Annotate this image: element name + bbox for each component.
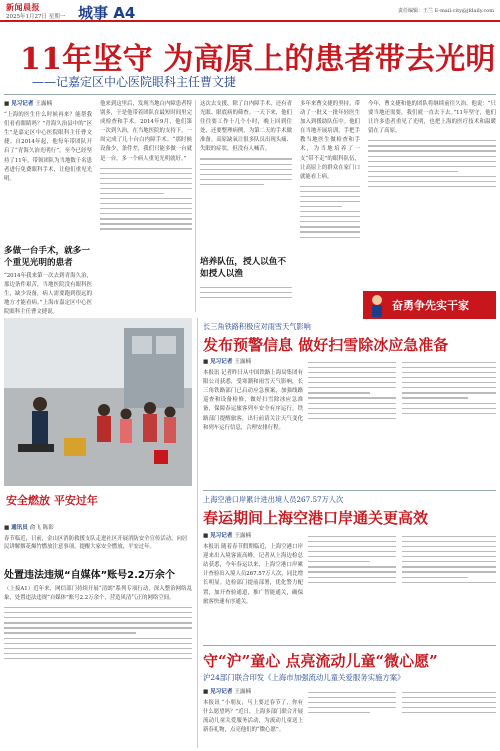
byline-square-icon: ■	[203, 533, 209, 539]
issue-date: 2025年1月27日 星期一	[6, 14, 66, 20]
text-line	[308, 362, 396, 363]
text-line	[402, 377, 496, 378]
lead-column-4	[300, 100, 360, 312]
text-line	[402, 697, 496, 698]
text-line	[300, 201, 360, 202]
column-divider	[195, 100, 196, 312]
lead-subhead-2: 培养队伍，授人以鱼不如授人以渔	[200, 257, 286, 279]
story-divider	[203, 490, 496, 491]
text-line	[308, 372, 396, 373]
text-line	[4, 638, 192, 639]
lead-text-1b: “2014年我来第一次去到青海久治，那边条件艰苦，当地医院没有眼科医生，缺少设备，病人需要跑到很远的地方才能看病。”上海市嘉定区中心医院眼科主任曹文捷说。	[4, 273, 92, 316]
text-line	[368, 161, 496, 162]
text-line	[308, 561, 370, 562]
section-title: 城事 A4	[78, 4, 136, 22]
lead-byline: ■ 见习记者 王露楠	[4, 101, 53, 107]
text-line	[308, 551, 396, 552]
sidebar-body	[4, 585, 192, 745]
text-line	[308, 566, 396, 567]
text-line	[368, 181, 496, 182]
text-line	[300, 186, 360, 187]
caption-text: 春节临近，日前，金山区消防救援支队走进社区开展消防安全宣传活动，向居民讲解烟花爆竹燃放注意事项，提醒大家安全燃放，平安过年。	[4, 535, 188, 550]
text-line	[402, 707, 496, 708]
text-line	[308, 413, 396, 414]
story3-column-1	[203, 532, 303, 642]
story4-headline: 守“沪”童心 点亮流动儿童“微心愿”	[203, 652, 438, 670]
text-line	[402, 582, 496, 583]
byline-square-icon: ■	[4, 101, 10, 107]
text-line	[4, 627, 192, 628]
text-line	[402, 571, 496, 572]
newspaper-logo: 新闻晨报	[6, 2, 40, 12]
caption-byline: ■ 通讯员 俞飞 陈影	[4, 525, 54, 531]
text-line	[402, 536, 496, 537]
text-line	[368, 171, 458, 172]
text-line	[4, 632, 136, 633]
byline-square-icon: ■	[203, 689, 209, 695]
story3-kicker: 上海空港口岸累计进出境人员267.57万人次	[203, 495, 344, 504]
text-line	[200, 158, 292, 159]
banner-text: 奋勇争先实干家	[392, 299, 469, 312]
sidebar-text: （上接A1）近年来，网信部门持续开展“清朗”系列专项行动，深入整治网络乱象，处置违法违规“自媒体”账号2.2万余个，营造风清气正的网络空间。	[4, 586, 192, 602]
text-line	[300, 237, 360, 238]
text-line	[300, 231, 360, 232]
text-line	[100, 183, 192, 184]
byline-square-icon: ■	[203, 359, 209, 365]
text-line	[4, 607, 192, 608]
text-line	[100, 218, 192, 219]
text-line	[100, 223, 192, 224]
lead-text-5: 今年，曹文捷和他的团队将继续前往久治。他说：“只要当地还需要，我们就一直去下去。”11年坚守，他们让许多患者重见了光明，也把上海的医疗技术和温暖留在了高原。	[368, 101, 496, 135]
lead-subline: ——记嘉定区中心医院眼科主任曹文捷	[32, 75, 237, 89]
lead-column-1	[4, 100, 92, 240]
story4-subline: 沪24部门联合印发《上海市加强流动儿童关爱服务实施方案》	[203, 673, 405, 682]
text-line	[300, 226, 360, 227]
text-line	[200, 297, 292, 298]
text-line	[4, 622, 192, 623]
text-line	[402, 367, 496, 368]
story-divider	[203, 645, 496, 646]
text-line	[300, 216, 360, 217]
text-line	[308, 692, 396, 693]
text-line	[100, 168, 192, 169]
text-line	[308, 707, 396, 708]
lead-column-1b	[4, 272, 92, 316]
text-line	[200, 292, 292, 293]
text-line	[308, 546, 396, 547]
text-line	[368, 176, 496, 177]
lead-column-2	[100, 100, 192, 310]
text-line	[100, 213, 192, 214]
text-line	[300, 196, 360, 197]
text-line	[4, 617, 192, 618]
text-line	[308, 702, 396, 703]
text-line	[368, 156, 496, 157]
text-line	[308, 387, 396, 388]
text-line	[200, 164, 292, 165]
text-line	[402, 712, 496, 713]
text-line	[308, 712, 370, 713]
text-line	[402, 566, 496, 567]
story4-column-3	[402, 688, 496, 748]
text-line	[4, 612, 192, 613]
text-line	[300, 221, 360, 222]
text-line	[100, 198, 192, 199]
text-line	[402, 362, 496, 363]
story2-column-1	[203, 358, 303, 486]
text-line	[300, 206, 342, 207]
lead-column-3b	[200, 283, 292, 313]
text-line	[4, 653, 192, 654]
text-line	[402, 546, 496, 547]
text-line	[368, 186, 496, 187]
story2-column-3	[402, 358, 496, 486]
story2-kicker: 长三角铁路积极应对雨雪天气影响	[203, 322, 311, 331]
caption-block	[4, 524, 192, 550]
text-line	[100, 188, 192, 189]
text-line	[100, 178, 192, 179]
text-line	[402, 397, 468, 398]
text-line	[308, 697, 396, 698]
text-line	[402, 413, 496, 414]
text-line	[100, 193, 164, 194]
text-line	[308, 536, 396, 537]
lead-headline: 11年坚守 为高原上的患者带去光明	[20, 42, 496, 77]
text-line	[100, 203, 192, 204]
lead-text-4: 多年来曹文捷的坚持，带动了一批又一批年轻医生加入到援助队伍中。他们在当地开展培训，手把手教当地医生做检查和手术，为当地培养了一支“带不走”的眼科队伍，让高原上的群众在家门口就能看上病。	[300, 101, 360, 180]
text-line	[100, 208, 192, 209]
text-line	[308, 408, 396, 409]
text-line	[100, 228, 192, 229]
text-line	[368, 150, 496, 151]
text-line	[200, 287, 292, 288]
text-line	[100, 173, 192, 174]
text-line	[402, 403, 496, 404]
text-line	[402, 551, 496, 552]
story4-column-2	[308, 688, 396, 748]
photo-scene	[4, 318, 192, 486]
text-line	[402, 408, 496, 409]
lead-column-5	[368, 100, 496, 285]
text-line	[300, 211, 360, 212]
story3-text: 本报讯 随着春节假期临近，上海空港口岸迎来出入境客流高峰。记者从上海边检总站获悉，今年春运以来，上海空港口岸累计查验出入境人员267.57万人次，同比增长明显。边检部门提前部署，优化警力配置，加开查验通道，推广智能通关，确保旅客快速有序通关。	[203, 544, 303, 605]
text-line	[308, 367, 396, 368]
story4-byline: ■ 见习记者 王露楠	[203, 689, 252, 695]
text-line	[402, 577, 468, 578]
lead-subhead-1: 多做一台手术，就多一个重见光明的患者	[4, 246, 90, 268]
headline-divider	[4, 94, 496, 95]
text-line	[308, 377, 396, 378]
text-line	[402, 372, 496, 373]
text-line	[4, 658, 192, 659]
text-line	[308, 571, 396, 572]
text-line	[368, 145, 496, 146]
text-line	[402, 392, 496, 393]
story2-headline: 发布预警信息 做好扫雪除冰应急准备	[203, 336, 449, 354]
text-line	[200, 169, 292, 170]
text-line	[308, 577, 396, 578]
story3-byline: ■ 见习记者 王露楠	[203, 533, 252, 539]
text-line	[308, 582, 396, 583]
story3-column-3	[402, 532, 496, 642]
page-masthead	[0, 0, 500, 22]
editor-line: 责任编辑：王兰 E-mail:city@jfdaily.com	[398, 8, 494, 14]
story4-text: 本报讯 “小朋友，马上要过春节了，你有什么愿望吗？”近日，上海多部门联合开展流动儿童关爱服务活动，为流动儿童送上新春礼物，点亮他们的“微心愿”。	[203, 700, 303, 734]
story2-column-2	[308, 358, 396, 486]
text-line	[402, 541, 496, 542]
text-line	[200, 184, 264, 185]
text-line	[308, 541, 396, 542]
story3-headline: 春运期间上海空港口岸通关更高效	[203, 509, 429, 527]
text-line	[368, 140, 496, 141]
lead-text-2: 他来到这里后，发现当地白内障患者特别多，于是他带着团队在最短时间里完成检查和手术。2014年9月，他们第一次到久治，在当地医院的支持下，一周完成了几十台白内障手术。“那时候设备少，条件差，我们只能多做一台就是一台，多一个病人重见光明就好。”	[100, 101, 192, 162]
text-line	[200, 174, 292, 175]
sidebar-headline: 处置违法违规“自媒体”账号2.2万余个	[4, 570, 175, 581]
fireworks-safety-photo	[4, 318, 192, 486]
text-line	[402, 561, 496, 562]
lead-text-1: “上海的医生什么时候再来？能帮我们看看眼睛吗？”青海久治县中的“区生”是嘉定区中心医院眼科主任曹文捷。自2014年起，他每年带团队开启了“青海久治光明行”。至今已经坚持了11年，带领团队为当地数千名患者进行免费眼科手术，让他们重见光明。	[4, 112, 92, 182]
text-line	[402, 702, 496, 703]
text-line	[4, 643, 192, 644]
story3-column-2	[308, 532, 396, 642]
text-line	[402, 692, 496, 693]
lead-text-3: 这次去支援，除了白内障手术，还有青光眼、眼底病的筛查。一天下来，他们往往要工作十几个小时，晚上回到住处，还要整理病例，为第二天的手术做准备。高原缺氧让很多队员出现头痛、失眠的症状，但没有人喊苦。	[200, 101, 292, 153]
story2-byline: ■ 见习记者 王露楠	[203, 359, 252, 365]
text-line	[308, 392, 370, 393]
section-divider	[197, 318, 198, 748]
photo-caption: 安全燃放 平安过年	[6, 494, 98, 507]
text-line	[368, 166, 496, 167]
lead-column-3	[200, 100, 292, 250]
text-line	[308, 418, 396, 419]
text-line	[200, 179, 292, 180]
story2-text: 本报讯 记者昨日从中国铁路上海局集团有限公司获悉，受寒潮和雨雪天气影响，长三角铁路部门已启动应急预案，加强线路巡查和设备检修，做好扫雪除冰应急准备，保障春运旅客列车安全有序运行。铁路部门提醒旅客，出行前请关注天气变化和列车运行信息，合理安排行程。	[203, 370, 303, 431]
text-line	[308, 382, 396, 383]
text-line	[402, 556, 496, 557]
text-line	[300, 191, 360, 192]
story4-column-1	[203, 688, 303, 748]
text-line	[4, 648, 192, 649]
text-line	[308, 403, 396, 404]
byline-square-icon: ■	[4, 525, 10, 531]
text-line	[402, 387, 496, 388]
text-line	[308, 556, 396, 557]
text-line	[402, 382, 496, 383]
text-line	[308, 397, 396, 398]
